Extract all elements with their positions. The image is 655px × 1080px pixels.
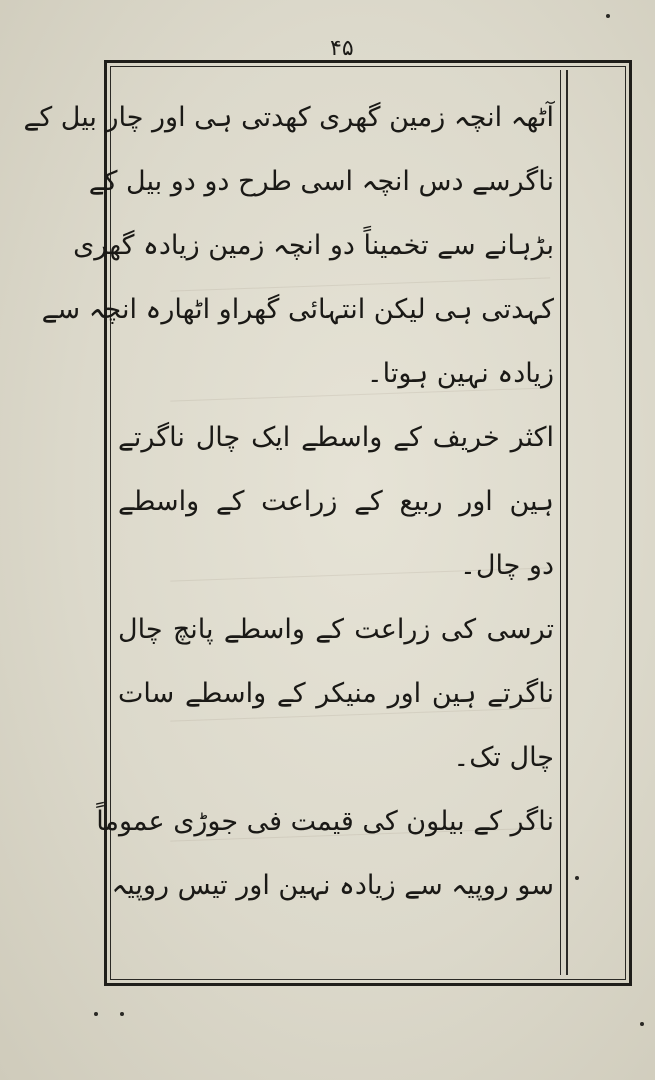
text-line: بڑہانے سے تخمیناً دو انچہ زمین زیادہ گھری — [73, 230, 554, 261]
margin-rule — [566, 70, 568, 975]
text-line: کہدتی ہی لیکن انتہائی گھراو اٹھارہ انچہ سے — [41, 294, 554, 325]
speck — [120, 1012, 124, 1016]
text-line: دو چال۔ — [460, 550, 554, 581]
text-line: ناگر کے بیلون کی قیمت فی جوڑی عموماً — [96, 806, 554, 837]
text-line: سو روپیہ سے زیادہ نہین اور تیس روپیہ — [111, 870, 554, 901]
speck — [575, 876, 579, 880]
speck — [94, 1012, 98, 1016]
text-line: ناگرتے ہین اور منیکر کے واسطے سات — [118, 678, 554, 709]
speck — [640, 1022, 644, 1026]
body-text — [23, 86, 554, 918]
text-line: چال تک۔ — [453, 742, 554, 773]
text-line: ناگرسے دس انچہ اسی طرح دو دو بیل کے — [88, 166, 554, 197]
text-line: آٹھہ انچہ زمین گھری کھدتی ہی اور چار بیل کے — [23, 102, 554, 133]
text-line: اکثر خریف کے واسطے ایک چال ناگرتے — [118, 422, 554, 453]
text-line: ترسی کی زراعت کے واسطے پانچ چال — [118, 614, 554, 645]
text-line: زیادہ نہین ہوتا۔ — [366, 358, 554, 389]
page-number: ۴۵ — [330, 36, 354, 61]
speck — [606, 14, 610, 18]
text-line: ہین اور ربیع کے زراعت کے واسطے — [118, 486, 554, 517]
margin-rule — [560, 70, 561, 975]
